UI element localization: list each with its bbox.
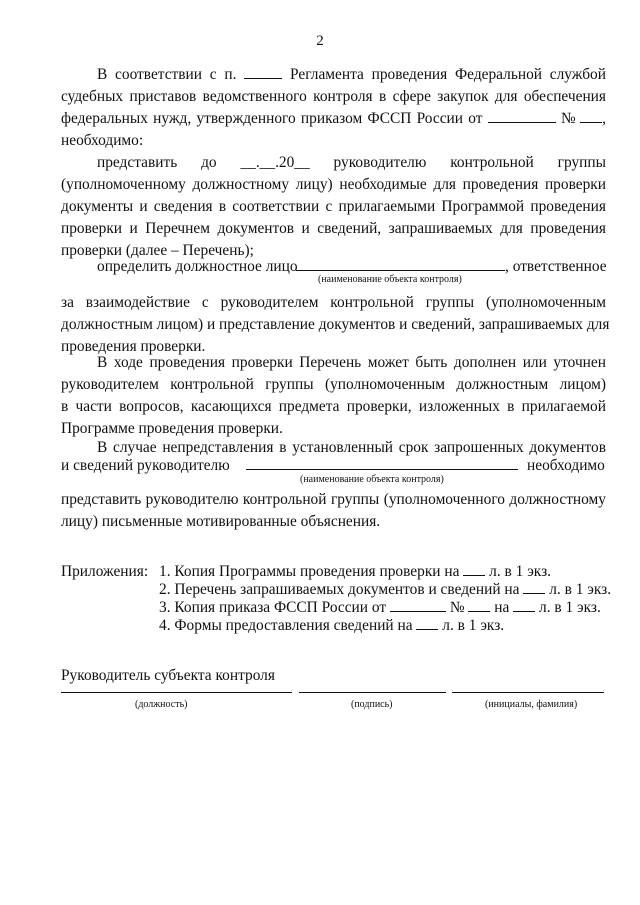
signature-title: Руководитель субъекта контроля [61,667,275,684]
attachments-label: Приложения: [61,563,149,580]
p1-line-3: федеральных нужд, утвержденного приказом ФССП России от № , [61,110,606,127]
p5-line-2-end: необходимо [527,457,605,474]
name-line [452,692,604,693]
p2-line-2: (уполномоченному должностному лицу) необходимые для проведения проверки [61,176,606,193]
p4-line-1: В ходе проведения проверки Перечень может быть дополнен или уточнен [97,354,606,371]
p5-line-3: представить руководителю контрольной группы (уполномоченного должностному [61,491,606,508]
p3-line-2: за взаимодействие с руководителем контрольной группы (уполномоченным [61,294,606,311]
p2-line-5: проверки (далее – Перечень); [61,242,254,259]
order-date-blank [488,108,556,123]
sheet-count-blank [523,579,545,594]
p3-line-1-end: , ответственное [505,258,607,275]
sheet-count-blank [416,615,438,630]
attachment-item-1: 1. Копия Программы проведения проверки на л. в 1 экз. [159,563,552,580]
page-number: 2 [316,33,324,49]
control-object-caption-2: (наименование объекта контроля) [300,474,444,485]
signature-caption: (подпись) [351,699,393,710]
sheet-count-blank [513,597,535,612]
p5-line-1: В случае непредставления в установленный срок запрошенных документов [97,439,606,456]
control-object-blank-2 [246,469,518,470]
p4-line-3: в части вопросов, касающихся предмета проверки, изложенных в прилагаемой [61,398,606,415]
p2-line-4: проверки и Перечнем документов и сведений, запрашиваемых для проведения [61,220,606,237]
p5-line-4: лицу) письменные мотивированные объяснения. [61,513,381,530]
p1-line-1: В соответствии с п. Регламента проведения Федеральной службой [97,66,606,83]
p3-line-1-start: определить должностное лицо [97,258,298,275]
p2-line-3: документы и сведения в соответствии с прилагаемыми Программой проведения [61,198,606,215]
attachment-item-3: 3. Копия приказа ФССП России от № на л. в 1 экз. [159,599,601,616]
p5-line-2-start: и сведений руководителю [61,457,230,474]
position-line [61,692,292,693]
name-caption: (инициалы, фамилия) [485,699,578,710]
order-number-blank [580,108,602,123]
p2-line-1: представить до __.__.20__ руководителю контрольной группы [97,154,606,171]
clause-number-blank [244,64,282,79]
p4-line-2: руководителем контрольной группы (уполномоченным должностным лицом) [61,376,606,393]
control-object-blank [296,270,505,271]
attachment-item-2: 2. Перечень запрашиваемых документов и сведений на л. в 1 экз. [159,581,612,598]
p3-line-4: проведения проверки. [61,338,206,355]
p3-line-3: должностным лицом) и представление документов и сведений, запрашиваемых для [61,316,610,333]
p1-line-2: судебных приставов ведомственного контроля в сфере закупок для обеспечения [61,88,606,105]
p1-line-4: необходимо: [61,132,144,149]
control-object-caption: (наименование объекта контроля) [318,274,462,285]
sheet-count-blank [463,561,485,576]
order-date-blank [390,597,446,612]
attachment-item-4: 4. Формы предоставления сведений на л. в 1 экз. [159,617,505,634]
position-caption: (должность) [135,699,188,710]
p4-line-4: Программе проведения проверки. [61,420,283,437]
signature-line [299,692,446,693]
order-number-blank [468,597,490,612]
